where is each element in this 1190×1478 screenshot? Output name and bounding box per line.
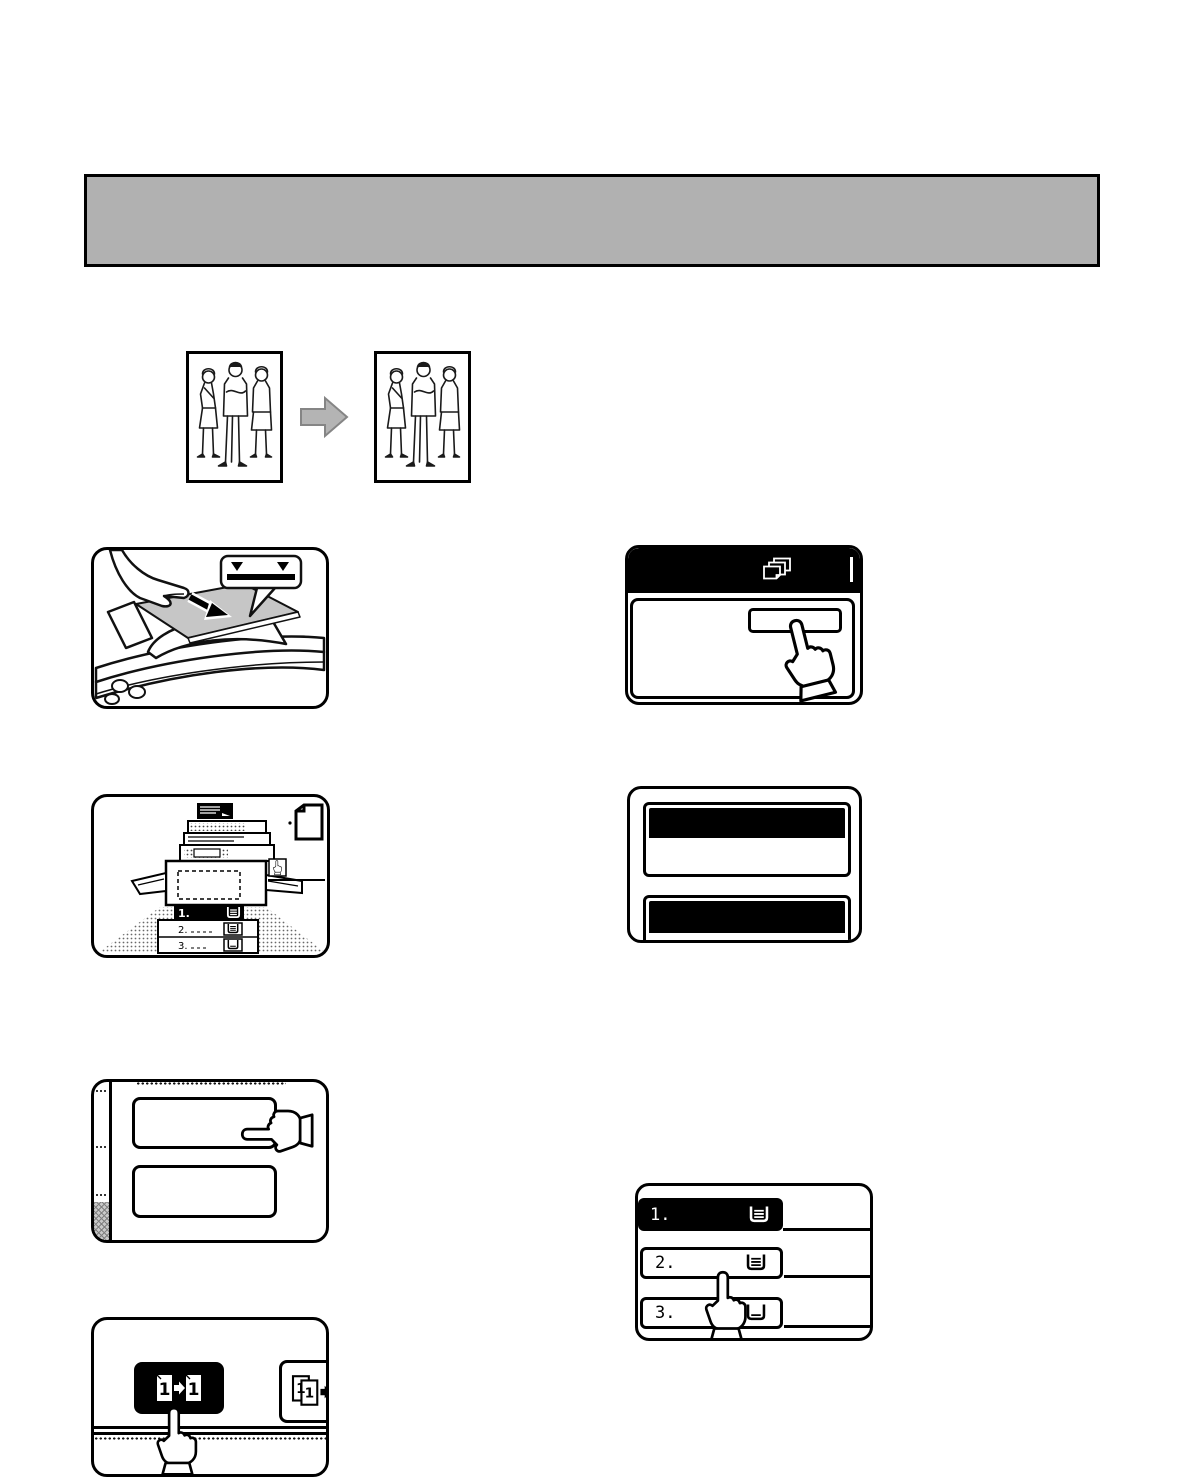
many-to-one-button <box>279 1360 329 1423</box>
title-banner <box>84 174 1100 267</box>
header-divider <box>850 557 853 582</box>
document-feeder-panel <box>91 547 329 709</box>
many-to-one-icon <box>288 1372 329 1410</box>
copier-front-illustration <box>94 797 327 955</box>
left-output-tray <box>132 873 166 894</box>
one-to-one-icon <box>147 1370 211 1406</box>
svg-text:1: 1 <box>296 1381 306 1398</box>
copy-image-frame <box>374 351 471 483</box>
document-feeder-illustration <box>94 550 326 706</box>
message-box-bottom-titlebar <box>649 901 845 933</box>
message-box-top <box>643 802 851 877</box>
pointing-hand-icon <box>142 1406 212 1476</box>
touchscreen-start-panel <box>625 545 863 705</box>
top-shadow-line <box>136 1082 286 1085</box>
option-buttons-panel <box>91 1079 329 1243</box>
paper-tray-full-icon <box>745 1255 767 1272</box>
row-line-1 <box>783 1228 870 1231</box>
right-arrow-icon <box>299 394 349 440</box>
svg-text:1: 1 <box>304 1385 315 1402</box>
copier-panel <box>91 794 330 958</box>
touch-hand-icon <box>269 859 286 876</box>
scroll-strip <box>94 1082 112 1240</box>
hand-placing-original <box>110 550 189 606</box>
row-line-2 <box>784 1275 870 1278</box>
page-icon <box>288 805 322 839</box>
pointing-hand-icon <box>240 1090 314 1172</box>
svg-text:1: 1 <box>158 1380 171 1400</box>
tray-button-1-label: 1. <box>650 1204 671 1225</box>
row-line-3 <box>784 1325 870 1328</box>
message-box-bottom <box>643 895 851 943</box>
message-boxes-panel <box>627 786 862 943</box>
copier-top-units <box>180 821 274 861</box>
message-box-top-titlebar <box>649 808 845 838</box>
svg-text:1: 1 <box>187 1380 200 1400</box>
tray-1-row <box>174 905 244 920</box>
paper-tray-full-icon <box>748 1206 770 1223</box>
copy-mode-panel <box>91 1317 329 1477</box>
tray-button-3-label: 3. <box>655 1303 676 1323</box>
original-image-frame <box>186 351 283 483</box>
svg-text:3.: 3. <box>178 941 188 952</box>
svg-text:1.: 1. <box>178 907 190 920</box>
three-people-drawing <box>189 354 280 480</box>
svg-text:2.: 2. <box>178 925 188 936</box>
scroll-strip-fill <box>94 1202 109 1240</box>
tray-select-panel <box>635 1183 873 1341</box>
tray-button-1 <box>638 1198 783 1231</box>
copies-icon <box>762 557 792 584</box>
screen-header <box>628 548 860 593</box>
tray-button-2-label: 2. <box>655 1253 676 1273</box>
pointing-hand-icon <box>693 1270 759 1341</box>
control-display <box>197 803 233 819</box>
option-button-bottom <box>132 1165 277 1218</box>
three-people-drawing <box>377 354 468 480</box>
